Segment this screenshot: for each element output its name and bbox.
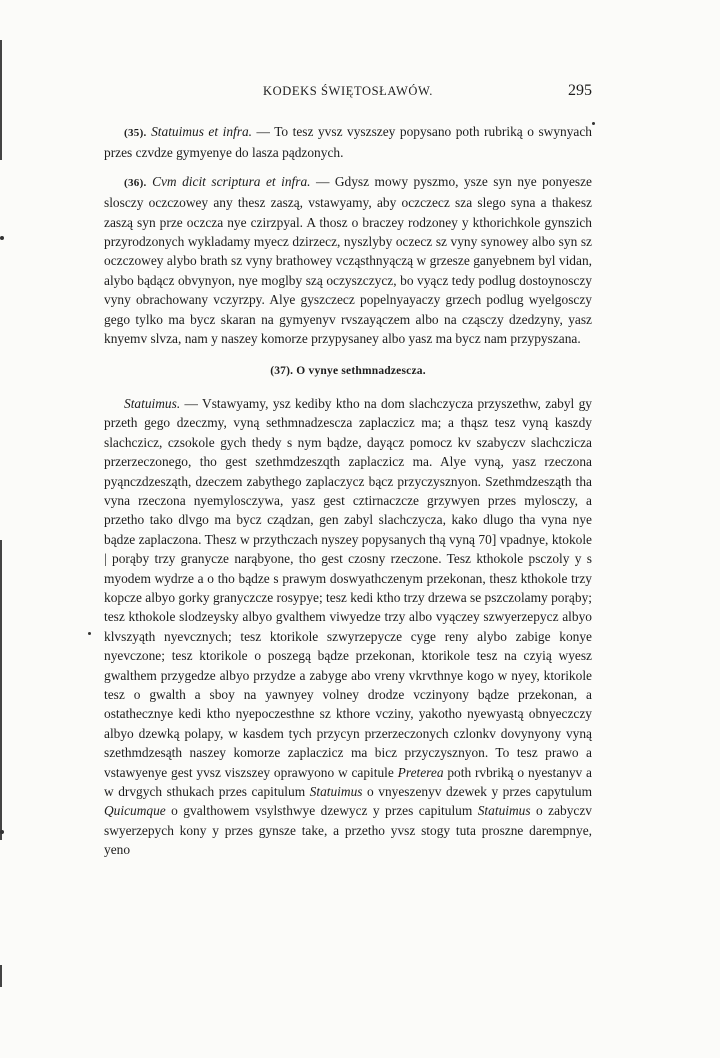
paragraph-text-continued: o gvalthowem vsylsthwye dzewycz y przes capitulum bbox=[165, 803, 478, 819]
page-marker: 70] bbox=[478, 531, 497, 547]
running-head: KODEKS ŚWIĘTOSŁAWÓW. bbox=[262, 84, 434, 98]
paragraph-number: (35). bbox=[124, 127, 147, 139]
citation-italic: Statuimus bbox=[477, 803, 531, 819]
paragraph-incipit: Statuimus et infra. bbox=[151, 124, 253, 139]
scan-dot-mark bbox=[0, 236, 4, 240]
scan-edge-mark bbox=[0, 965, 2, 987]
citation-italic: Quicumque bbox=[104, 803, 166, 819]
citation-italic: Statuimus bbox=[309, 784, 363, 799]
paragraph-text-continued: o vnyeszenyv dzewek y przes capytulum bbox=[362, 784, 592, 799]
page-number: 295 bbox=[568, 82, 592, 99]
paragraph-number: (36). bbox=[124, 176, 147, 189]
paragraph-incipit: Cvm dicit scriptura et infra. bbox=[152, 173, 311, 189]
paragraph-text: — To tesz yvsz vyszszey popysano poth rubriką o swynyach przes czvdze gymyenye do lasza pądzonych. bbox=[104, 124, 592, 161]
citation-italic: Preterea bbox=[397, 764, 444, 780]
scan-dot-mark bbox=[88, 632, 91, 635]
body-text bbox=[104, 122, 592, 860]
paragraph-text: — Gdysz mowy pyszmo, ysze syn nye ponyesze slosczy oczczowey any thesz zaszą, vstawyamy, aby oczczecz sza slego syna a thakesz zaszą syn prze oczcza nye czirzpyal. A thosz o braczey rodzoney y kthorichkole gynszich przyrodzonych wykladamy myecz dzirzecz, nyszlyby oczecz sz vyny synowey albo syn sz oczczowey alybo brath sz vyny brathowey vcząsthnyączą w grzesze ganyebnem byl vidan, alybo bądącz obvynyon, nye moglby szą oczyszczycz, bo vyącz tedy podlug dostoynosczy vyny obrachowany vczyrzpy. Alye gyszczecz popelnyayaczy grzech podlug wyelgosczy gego tylko ma bycz skaran na gymyenyv rvszayączem albo na cząsczy dzedzyny, yasz knyemv slvza, nam y naszey komorze przypysaney albo yasz ma bycz nam przypyszana. bbox=[104, 173, 592, 347]
scan-dot-mark bbox=[592, 122, 595, 125]
page-header bbox=[104, 82, 592, 106]
paragraph-text-continued: o zabyczv swyerzepych kony y przes gynsze take, a przetho yvsz stogy tuta proszne darempnye, yeno bbox=[104, 803, 592, 858]
paragraph-36 bbox=[104, 172, 592, 349]
paragraph-35 bbox=[104, 122, 592, 163]
section-heading: (37). O vynye sethmnadzescza. bbox=[270, 365, 426, 378]
paragraph-text-continued: poth rvbriką o nyestanyv a w drvgych sthukach przes capitulum bbox=[104, 764, 592, 799]
scan-dot-mark bbox=[0, 830, 4, 834]
paragraph-text: — Vstawyamy, ysz kediby ktho na dom slachczycza przyszethw, zabyl gy przeth gego dzeczmy, vyną sethmnadzescza zaplaczicz ma; a thąsz tesz vyną kaszdy slachczicz, czsokole gych thedy s nym bądze, dayącz pomocz kv szabyczv slachczicza przerzeczonego, tho gest szethmdzeszqth zaplaczicz ma. Alye vyną, yasz rzeczona pyąnczdzesząth, dzeczem zabythego zaplaczycz bącz przyczysznyon. Szethmdzesząth tha vyna rzeczona nyemylosczywa, yasz gest cztirnaczcze grzywyen przes mylosczy, a przetho tako dlvgo ma bycz cządzan, gen zabyl slachczycza, kako dlugo tha vyna nye bądze zaplaczona. Thesz w przythczach nyszey popysanych thą vyną bbox=[104, 395, 592, 547]
paragraph-incipit: Statuimus. bbox=[124, 395, 181, 411]
paragraph-37 bbox=[104, 394, 592, 860]
scan-edge-mark bbox=[0, 40, 2, 160]
scan-edge-mark bbox=[0, 540, 2, 840]
paragraph-text-continued: vpadnye, ktokole | porąby trzy granycze narąbyone, tho gest czosny rzeczone. Tesz kthokole psczoly y s myodem wydrze a o tho bądze s prawym doswyathczenym przekonan, thesz kthokole trzy kopcze albyo gorky granyczcze rosypye; tesz kedi ktho trzy drzewa se pszczolamy porąby; tesz kthokole slodzeysky albyo gvalthem viwyedze trzy albo vyączey szwyerzepycz albyo klvszyąth nyevcznych; tesz ktorikole szwyrzepycze cyge reny alybo zabige konye nyevczone; tesz ktorikole o poszegą bądze przekonan, ktorikole tesz na czyią wyesz gwalthem przygedze albyo przydze a zabyge abo vreny vkrvthnye kogo w nyey, ktorikole tesz o gwalth a sboy na yawnyey volney drodze vczinyony bądze przekonan, a ostathecznye kedi ktho nyepoczesthne sz kthore vcziny, yakotho nyewyastą obnyeczczy albyo dzewką polapy, w kasdem tych przycyn przerzeczonych czlonkv dovynyony vyną szethmdzesąth naszey komorze zaplaczicz ma bicz przyczysznyon. To tesz prawo a vstawyenye gest yvsz viszszey oprawyono w capitule bbox=[104, 531, 592, 780]
